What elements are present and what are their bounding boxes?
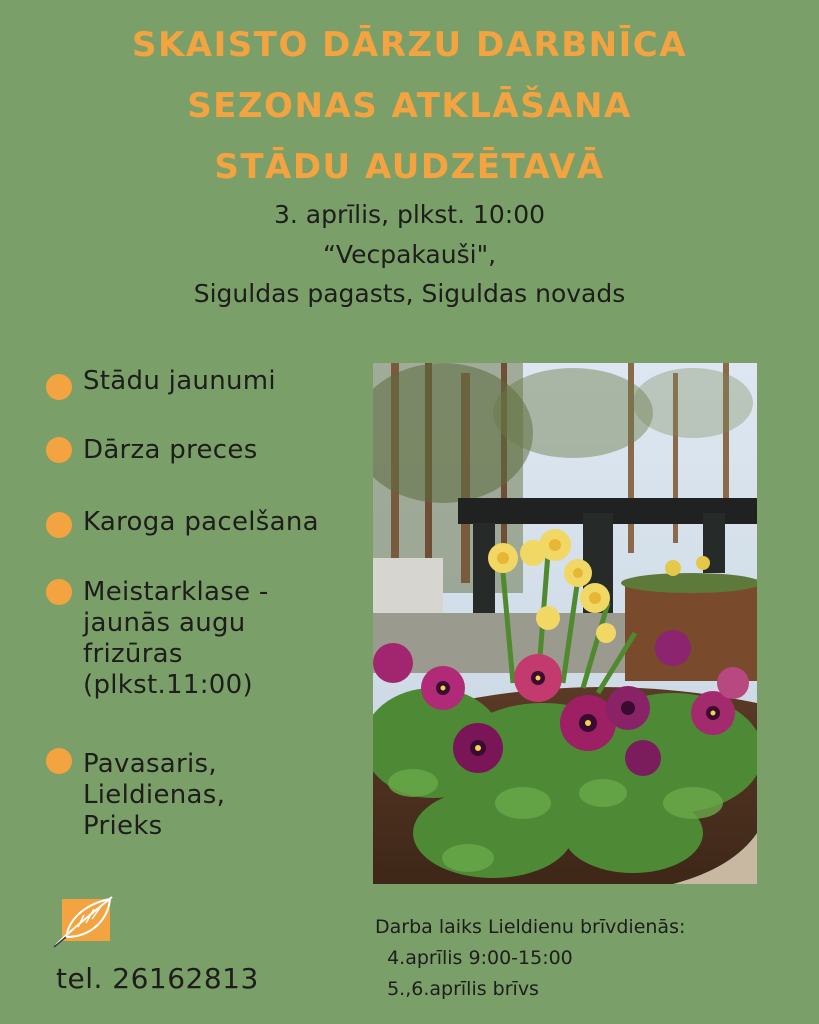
hours-line: 4.aprīlis 9:00-15:00: [375, 947, 573, 969]
list-item-text: Dārza preces: [83, 435, 258, 465]
event-place-name: “Vecpakauši",: [322, 240, 497, 269]
hours-line: 5.,6.aprīlis brīvs: [375, 978, 539, 1000]
holiday-hours: [375, 912, 685, 1005]
list-item-text: Stādu jaunumi: [83, 366, 276, 396]
orange-dot-icon: [46, 579, 72, 605]
list-item-text: Pavasaris, Lieldienas, Prieks: [83, 749, 226, 841]
orange-dot-icon: [46, 437, 72, 463]
title-line-1: SKAISTO DĀRZU DARBNĪCA: [131, 25, 688, 65]
phone-number: tel. 26162813: [56, 962, 259, 995]
orange-dot-icon: [46, 748, 72, 774]
title-line-2: SEZONAS ATKLĀŠANA: [187, 86, 632, 126]
orange-dot-icon: [46, 512, 72, 538]
hours-heading: Darba laiks Lieldienu brīvdienās:: [375, 916, 686, 938]
list-item-text: Karoga pacelšana: [83, 507, 319, 537]
flower-photo: [373, 363, 757, 884]
title-line-3: STĀDU AUDZĒTAVĀ: [214, 147, 605, 187]
orange-dot-icon: [46, 374, 72, 400]
event-place-region: Siguldas pagasts, Siguldas novads: [193, 279, 626, 308]
leaf-logo-icon: [50, 893, 118, 949]
event-date-time: 3. aprīlis, plkst. 10:00: [273, 200, 546, 229]
list-item-text: Meistarklase - jaunās augu frizūras (plkst.11:00): [83, 577, 269, 700]
